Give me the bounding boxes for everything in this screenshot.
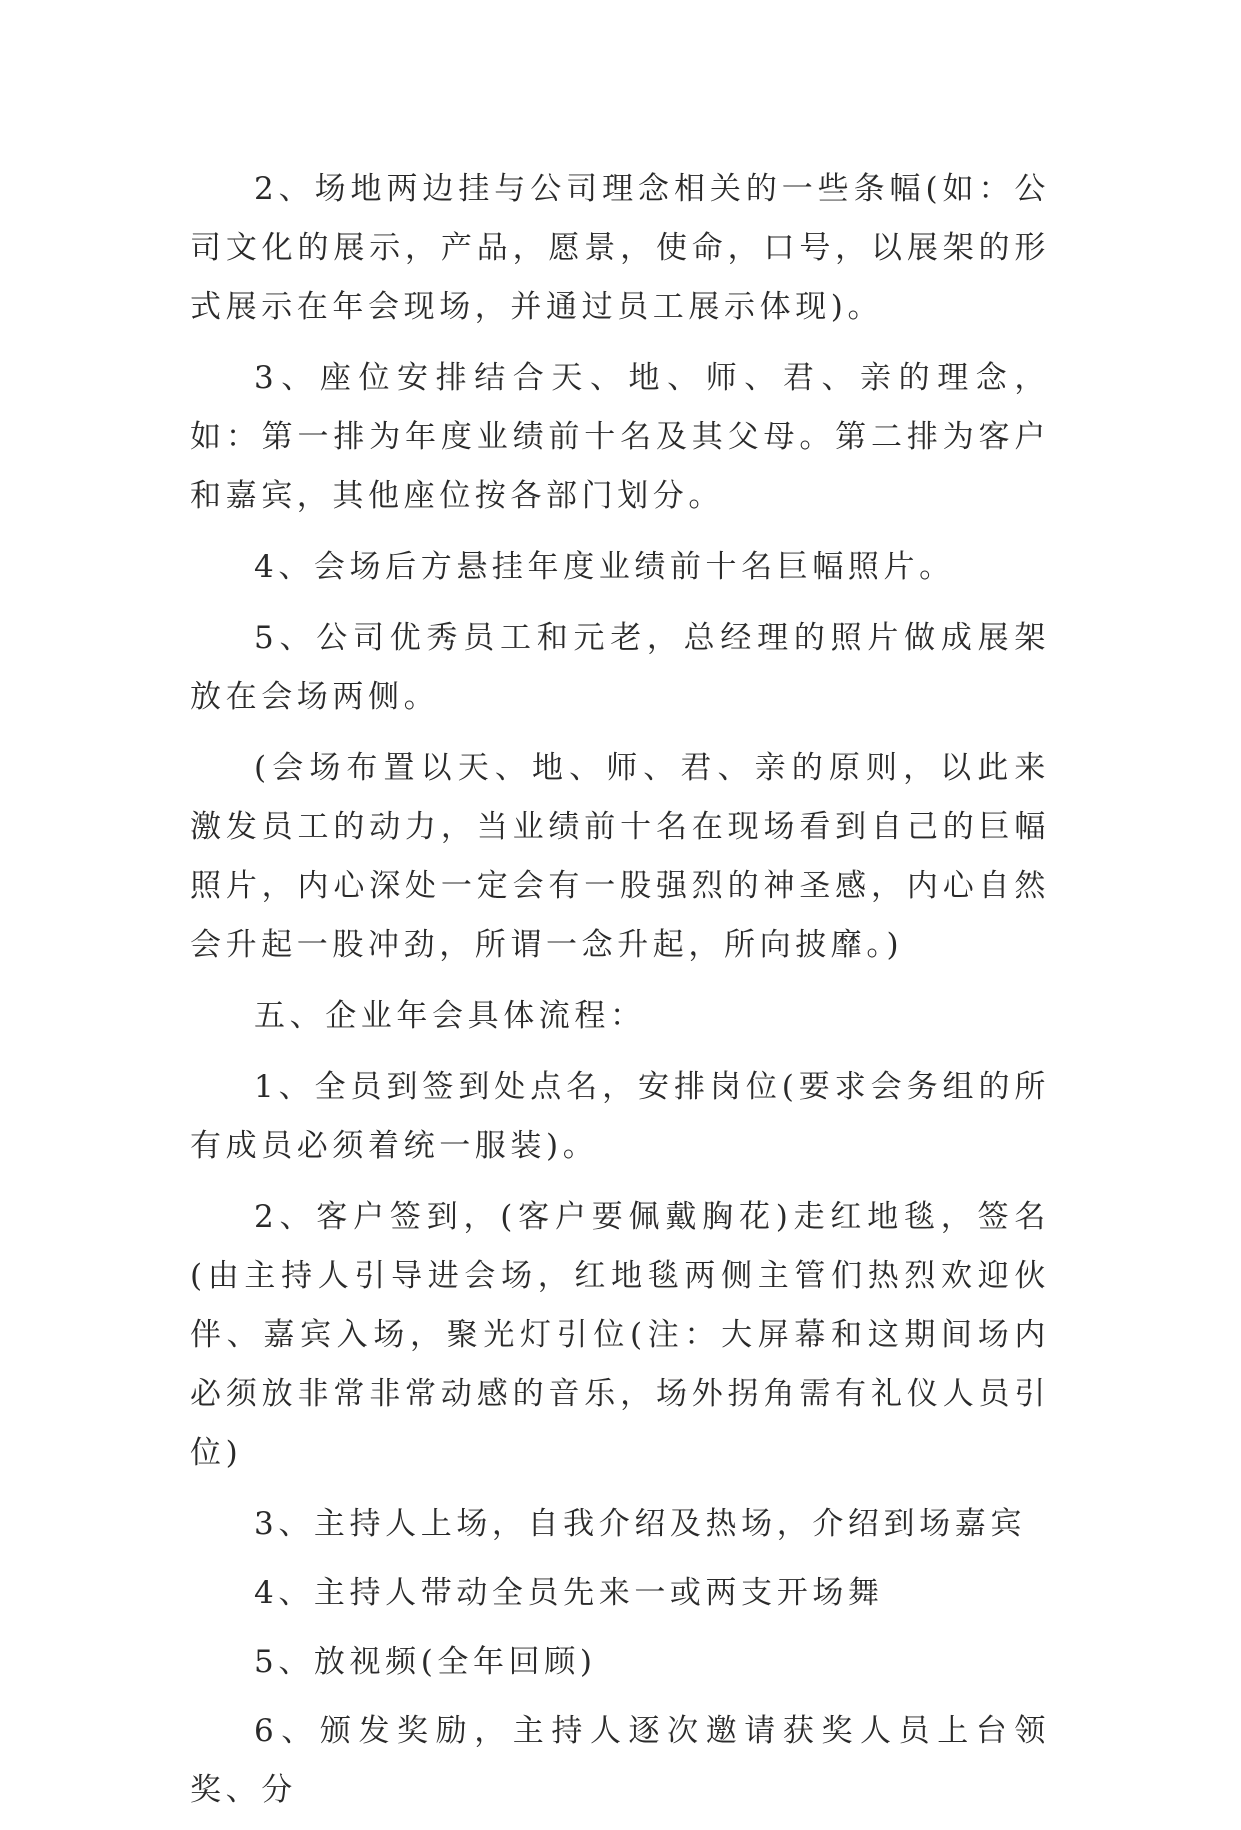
paragraph-venue-banners: 2、场地两边挂与公司理念相关的一些条幅(如：公司文化的展示，产品，愿景，使命，口号，以展架的形式展示在年会现场，并通过员工展示体现)。 — [190, 171, 1050, 325]
paragraph-host-intro: 3、主持人上场，自我介绍及热场，介绍到场嘉宾 — [254, 1506, 1026, 1542]
paragraph-checkin: 1、全员到签到处点名，安排岗位(要求会务组的所有成员必须着统一服装)。 — [190, 1069, 1050, 1164]
paragraph-display-stands: 5、公司优秀员工和元老，总经理的照片做成展架放在会场两侧。 — [190, 620, 1050, 715]
paragraph-guest-signin: 2、客户签到，(客户要佩戴胸花)走红地毯，签名(由主持人引导进会场，红地毯两侧主管们热烈欢迎伙伴、嘉宾入场，聚光灯引位(注：大屏幕和这期间场内必须放非常非常动感的音乐，场外拐角需有礼仪人员引位) — [190, 1199, 1050, 1471]
paragraph-photos: 4、会场后方悬挂年度业绩前十名巨幅照片。 — [254, 549, 955, 585]
document-body — [190, 160, 1050, 1830]
paragraph-venue-principle: (会场布置以天、地、师、君、亲的原则，以此来激发员工的动力，当业绩前十名在现场看到自己的巨幅照片，内心深处一定会有一股强烈的神圣感，内心自然会升起一股冲劲，所谓一念升起，所向披靡。) — [190, 750, 1050, 963]
paragraph-opening-dance: 4、主持人带动全员先来一或两支开场舞 — [254, 1575, 884, 1611]
paragraph-video: 5、放视频(全年回顾) — [254, 1644, 597, 1680]
paragraph-awards: 6、颁发奖励，主持人逐次邀请获奖人员上台领奖、分 — [190, 1713, 1050, 1808]
paragraph-seating: 3、座位安排结合天、地、师、君、亲的理念，如：第一排为年度业绩前十名及其父母。第二排为客户和嘉宾，其他座位按各部门划分。 — [190, 360, 1050, 514]
section-heading-process: 五、企业年会具体流程： — [254, 998, 646, 1034]
